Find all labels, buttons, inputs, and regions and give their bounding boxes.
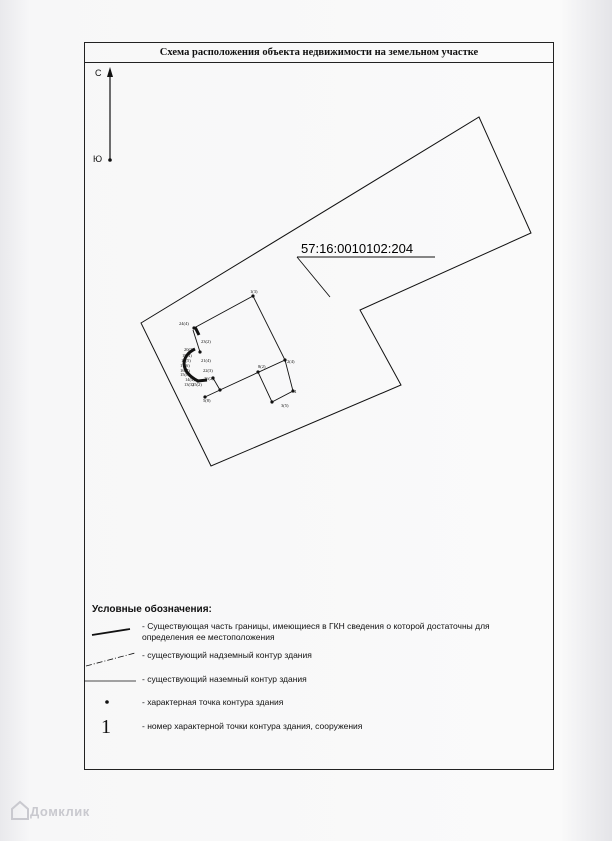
cadastral-number: 57:16:0010102:204	[301, 241, 414, 256]
page-title: Схема расположения объекта недвижимости на земельном участке	[85, 43, 553, 63]
point-label: 22(3)	[203, 368, 213, 373]
legend-symbols	[84, 629, 136, 704]
point-label: 23(2)	[201, 339, 211, 344]
point-label: 26(2)	[204, 376, 214, 381]
land-plot-boundary	[141, 117, 531, 466]
legend-point-symbol	[105, 700, 109, 704]
point-label: 20(3)	[184, 347, 194, 352]
legend-item-aboveground-contour: - существующий надземный контур здания	[142, 650, 312, 660]
point-label: 5(8)	[203, 398, 211, 403]
compass-arrow-icon	[107, 67, 113, 162]
point-label: 13(3)	[184, 382, 194, 387]
point-label: 25(2)	[192, 382, 202, 387]
point-label: 19(4)	[182, 353, 192, 358]
point-label: 2(4)	[287, 359, 295, 364]
cadastral-leader-line	[297, 257, 330, 297]
point-label: 14(4)	[185, 377, 195, 382]
legend-dash-dot-line	[86, 653, 135, 666]
legend-item-existing-boundary: - Существующая часть границы, имеющиеся в ГКН сведения о которой достаточны для определения ее местоположения	[142, 621, 490, 642]
legend-heading: Условные обозначения:	[92, 604, 212, 615]
compass-north-label: С	[95, 68, 102, 78]
point-label: 16(7)	[180, 368, 190, 373]
point-label: 21(4)	[201, 358, 211, 363]
legend-item-ground-contour: - существующий наземный контур здания	[142, 674, 307, 684]
point-label: 8(2)	[258, 364, 266, 369]
watermark-house-icon	[12, 802, 28, 819]
legend-solid-thick-line	[92, 629, 130, 635]
watermark-text: Домклик	[30, 804, 90, 819]
legend-item-point: - характерная точка контура здания	[142, 697, 284, 707]
building-contour	[193, 296, 293, 402]
legend-number-sample: 1	[101, 716, 111, 738]
legend-item-point-number: - номер характерной точки контура здания, сооружения	[142, 721, 363, 731]
point-label: 24(4)	[179, 321, 189, 326]
point-label: 15(8)	[180, 372, 190, 377]
point-label: 18(5)	[181, 358, 191, 363]
point-label: 3(5)	[281, 403, 289, 408]
point-label: 17(6)	[180, 363, 190, 368]
point-label: 4	[294, 389, 297, 394]
point-label: 1(3)	[250, 289, 258, 294]
compass-south-label: Ю	[93, 154, 103, 164]
